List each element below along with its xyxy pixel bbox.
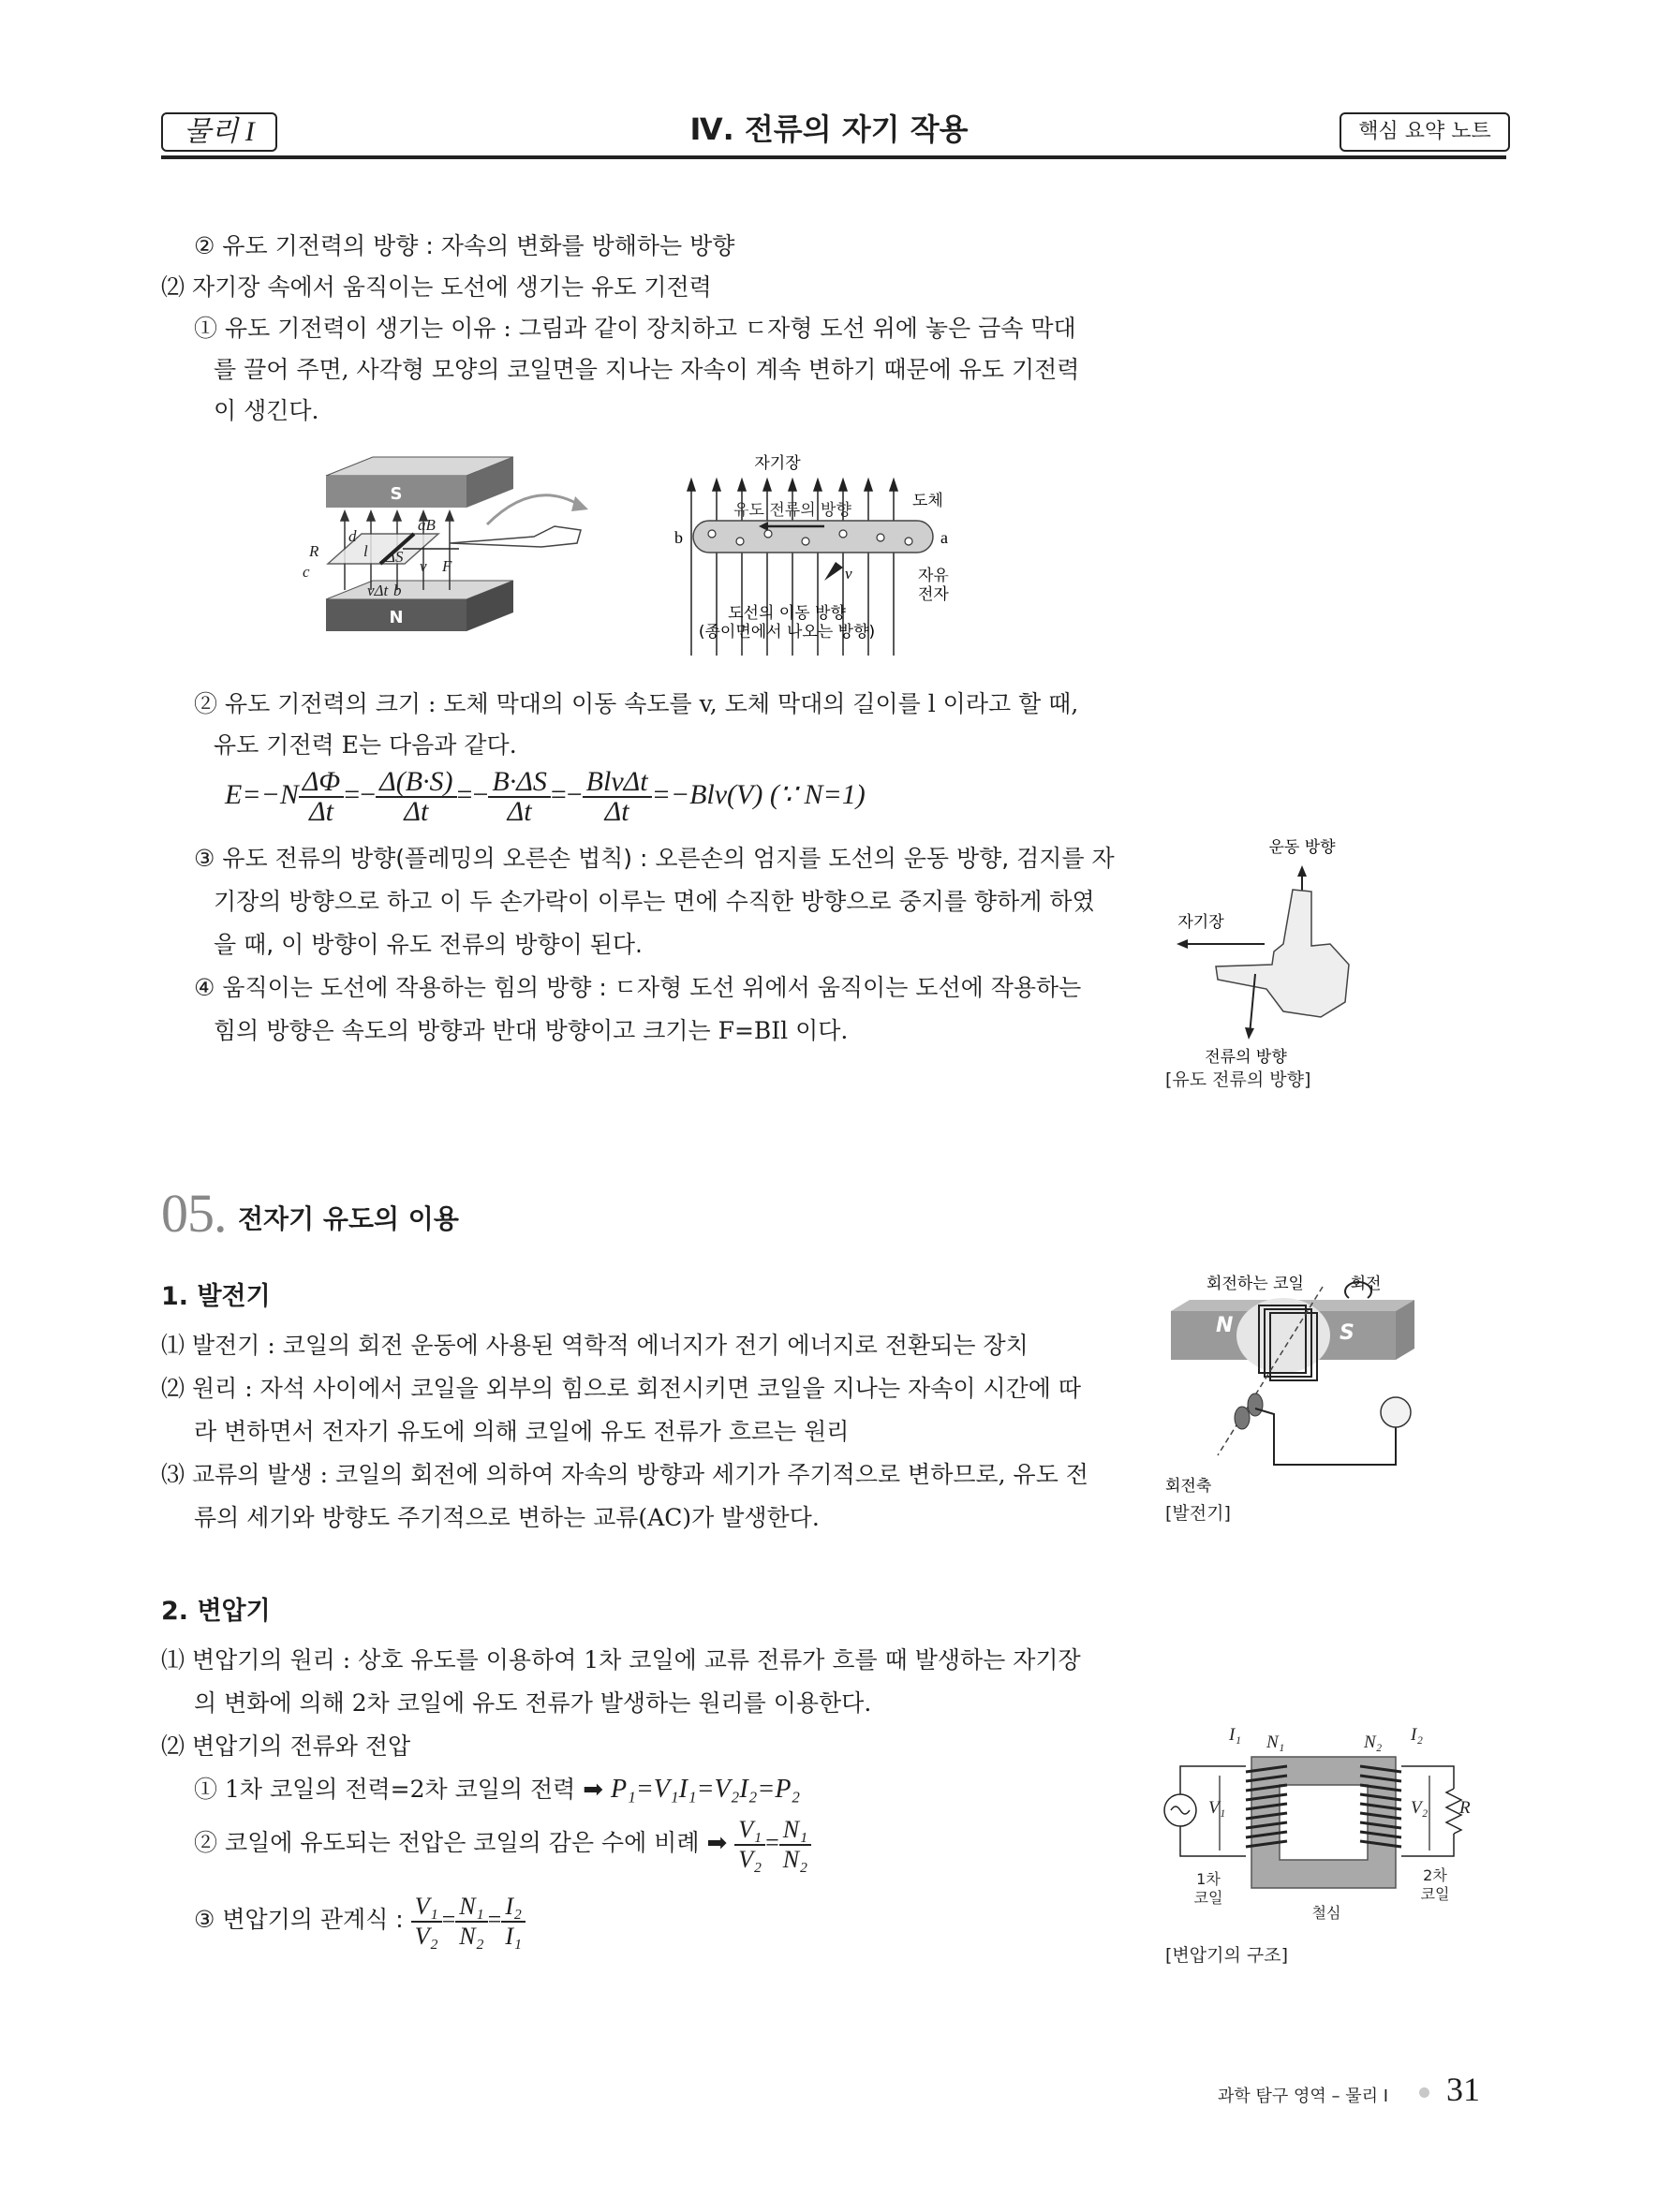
motion-direction-label: 운동 방향: [1268, 838, 1336, 857]
generator-figure: [1162, 1268, 1461, 1502]
eq-lhs: E=−N: [225, 778, 299, 810]
velocity-label: v: [845, 565, 852, 582]
label-v: v: [420, 557, 427, 575]
section-2-heading: ⑵ 자기장 속에서 움직이는 도선에 생기는 유도 기전력: [161, 273, 712, 301]
label-r: R: [309, 542, 319, 560]
label-i1: I₁: [1229, 1725, 1241, 1745]
label-b: b: [393, 582, 402, 599]
label-l: l: [363, 542, 368, 560]
label-a-b: aB: [418, 516, 436, 534]
rotating-coil-label: 회전하는 코일: [1206, 1275, 1304, 1293]
end-b: b: [674, 528, 683, 547]
conductor-label: 도체: [912, 492, 943, 510]
field-label: 자기장: [754, 454, 801, 473]
circuit-wire: [1255, 1408, 1396, 1465]
generator-p2: ⑵ 원리 : 자석 사이에서 코일을 외부의 힘으로 회전시키면 코일을 지나는 자속이 시간에 따: [161, 1375, 1081, 1402]
zoom-arrow: [487, 495, 581, 524]
generator-p3: ⑶ 교류의 발생 : 코일의 회전에 의하여 자속의 방향과 세기가 주기적으로 변하므로, 유도 전: [161, 1461, 1088, 1488]
item1-line1: ① 유도 기전력이 생기는 이유 : 그림과 같이 장치하고 ㄷ자형 도선 위에 놓은 금속 막대: [194, 315, 1076, 342]
header-rule: [161, 155, 1506, 159]
item1-line2: 를 끌어 주면, 사각형 모양의 코일면을 지나는 자속이 계속 변하기 때문에 유도 기전력: [214, 356, 1080, 383]
generator-heading: 1. 발전기: [161, 1282, 271, 1311]
bulb: [1381, 1397, 1411, 1427]
field-direction-label: 자기장: [1177, 913, 1224, 932]
generator-p3-line2: 류의 세기와 방향도 주기적으로 변하는 교류(AC)가 발생한다.: [194, 1504, 820, 1531]
free-electron-label-1: 자유: [918, 567, 949, 585]
pole-s: S: [1340, 1321, 1355, 1345]
transformer-item2: ② 코일에 유도되는 전압은 코일의 감은 수에 비례 ➡ $\frac{\text{V₁}}{\text{V₂}}$ = $\frac{\text{N₁}}{\text{N₂}}$: [194, 1815, 811, 1874]
note-tag: 핵심 요약 노트: [1340, 112, 1510, 152]
generator-caption: [발전기]: [1165, 1503, 1231, 1524]
transformer-item1: ① 1차 코일의 전력=2차 코일의 전력 ➡ P₁=V₁I₁=V₂I₂=P₂: [194, 1775, 801, 1804]
label-v-delta-t: vΔt: [367, 582, 389, 599]
transformer-figure: [1162, 1719, 1499, 1935]
transformer-heading: 2. 변압기: [161, 1597, 271, 1626]
generator-p2-line2: 라 변하면서 전자기 유도에 의해 코일에 유도 전류가 흐르는 원리: [194, 1418, 850, 1445]
label-delta-s: ΔS: [386, 548, 404, 566]
core-label: 철심: [1311, 1904, 1341, 1922]
free-electron-label-2: 전자: [918, 585, 949, 604]
label-d: d: [348, 527, 357, 545]
magnet-s-label: S: [390, 484, 403, 504]
transformer-p1: ⑴ 변압기의 원리 : 상호 유도를 이용하여 1차 코일에 교류 전류가 흐를 때 발생하는 자기장: [161, 1646, 1081, 1674]
label-n2: N₂: [1364, 1733, 1383, 1752]
section-title: 전자기 유도의 이용: [238, 1203, 459, 1234]
item1-line3: 이 생긴다.: [214, 397, 319, 424]
current-label: 유도 전류의 방향: [733, 501, 851, 520]
subject-badge: 물리 I: [161, 112, 277, 152]
footer-dot: [1419, 2087, 1429, 2098]
item3-line1: ③ 유도 전류의 방향(플레밍의 오른손 법칙) : 오른손의 엄지를 도선의 운동 방향, 검지를 자: [194, 845, 1115, 872]
magnet-n-label: N: [389, 608, 404, 627]
emf-equation: E=−N $\frac{\Delta\Phi}{\Delta t}$ =− $\frac{\Delta(B\cdot S)}{\Delta t}$ =− $\frac{B\cdot\Delta S}{\Delta t}$ =− $\frac{\text{BlvΔt}}{\Delta t}$ =−Blv(V) (∵ N=1): [225, 766, 866, 827]
generator-p1: ⑴ 발전기 : 코일의 회전 운동에 사용된 역학적 에너지가 전기 에너지로 전환되는 장치: [161, 1332, 1029, 1359]
label-f: F: [442, 557, 452, 575]
transformer-caption: [변압기의 구조]: [1165, 1945, 1288, 1966]
intro-item-2: ② 유도 기전력의 방향 : 자속의 변화를 방해하는 방향: [194, 232, 735, 259]
section-number: 05.: [161, 1183, 227, 1244]
right-hand-figure: [1162, 833, 1386, 1086]
motion-label-1: 도선의 이동 방향: [728, 604, 846, 623]
label-n1: N₁: [1266, 1733, 1285, 1752]
secondary-label-2: 코일: [1420, 1885, 1450, 1903]
chapter-title: Ⅳ. 전류의 자기 작용: [689, 111, 969, 147]
hand-shape: [1216, 890, 1349, 1017]
velocity-out-arrow: [824, 562, 843, 581]
item4-line1: ④ 움직이는 도선에 작용하는 힘의 방향 : ㄷ자형 도선 위에서 움직이는 도선에 작용하는: [194, 974, 1082, 1001]
label-v2: V₂: [1411, 1798, 1429, 1818]
item2-line2: 유도 기전력 E는 다음과 같다.: [214, 731, 517, 759]
label-r: R: [1459, 1798, 1471, 1818]
transformer-p1-line2: 의 변화에 의해 2차 코일에 유도 전류가 발생하는 원리를 이용한다.: [194, 1689, 872, 1717]
current-direction-label: 전류의 방향: [1205, 1048, 1287, 1067]
axis-label: 회전축: [1165, 1477, 1212, 1496]
item2-line1: ② 유도 기전력의 크기 : 도체 막대의 이동 속도를 v, 도체 막대의 길이를 l 이라고 할 때,: [194, 690, 1079, 717]
transformer-p2: ⑵ 변압기의 전류와 전압: [161, 1733, 411, 1760]
label-i2: I₂: [1411, 1725, 1423, 1745]
item3-line3: 을 때, 이 방향이 유도 전류의 방향이 된다.: [214, 931, 643, 958]
motion-label-2: (종이면에서 나오는 방향): [698, 623, 876, 641]
primary-label-1: 1차: [1196, 1870, 1221, 1888]
footer-text: 과학 탐구 영역 – 물리 I: [1218, 2087, 1389, 2106]
secondary-label-1: 2차: [1423, 1866, 1447, 1884]
item4-line2: 힘의 방향은 속도의 방향과 반대 방향이고 크기는 F=BIl 이다.: [214, 1017, 849, 1044]
hand-caption: [유도 전류의 방향]: [1165, 1069, 1311, 1090]
end-a: a: [940, 528, 948, 547]
pole-n: N: [1216, 1314, 1234, 1337]
primary-label-2: 코일: [1193, 1889, 1223, 1907]
rotate-label: 회전: [1350, 1275, 1382, 1293]
transformer-item3: ③ 변압기의 관계식 : $\frac{\text{V₁}}{\text{V₂}}$ = $\frac{\text{N₁}}{\text{N₂}}$ = $\frac{\text{I₂}}{\text{I₁}}$: [194, 1892, 526, 1951]
label-c: c: [303, 563, 310, 581]
label-v1: V₁: [1208, 1798, 1226, 1818]
induction-figure: [300, 440, 974, 665]
slip-rings: [1235, 1394, 1263, 1429]
page-number: 31: [1446, 2071, 1480, 2108]
eq-rhs: =−Blv(V) (∵ N=1): [651, 778, 866, 810]
hand-pulling: [450, 526, 581, 547]
item3-line2: 기장의 방향으로 하고 이 두 손가락이 이루는 면에 수직한 방향으로 중지를 향하게 하였: [214, 888, 1095, 915]
